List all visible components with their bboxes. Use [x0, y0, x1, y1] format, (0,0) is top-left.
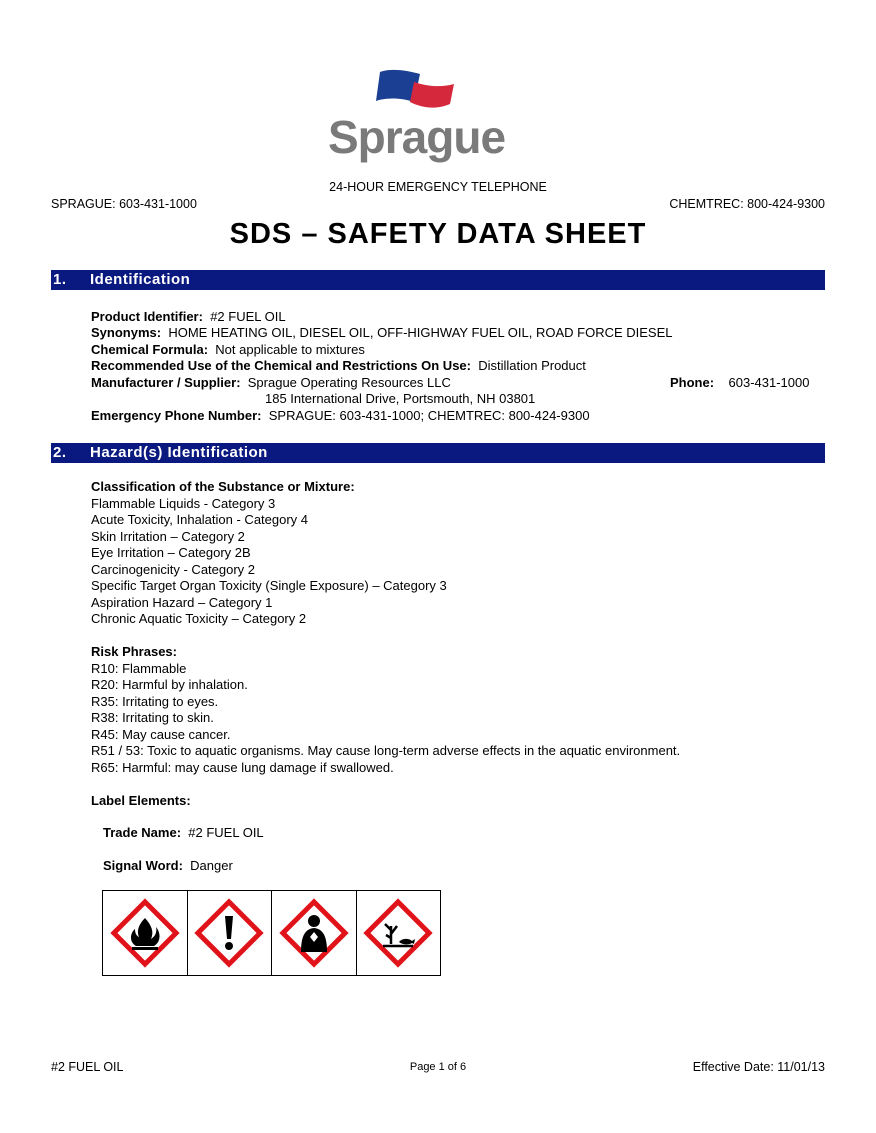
label-elements-heading: Label Elements:	[91, 793, 191, 808]
risk-phrases-heading: Risk Phrases:	[91, 644, 177, 659]
field-value: Distillation Product	[478, 358, 586, 373]
risk-phrase: R38: Irritating to skin.	[91, 710, 214, 725]
field-label: Product Identifier:	[91, 309, 203, 324]
flame-icon	[103, 891, 188, 975]
field-label: Emergency Phone Number:	[91, 408, 262, 423]
emergency-phone-row	[91, 408, 590, 424]
field-label: Trade Name:	[103, 825, 182, 840]
footer-product: #2 FUEL OIL	[51, 1060, 124, 1074]
section-title: Identification	[90, 271, 191, 288]
classification-item: Flammable Liquids - Category 3	[91, 496, 276, 511]
field-value: #2 FUEL OIL	[210, 309, 286, 324]
page-number: Page 1 of 6	[409, 1061, 467, 1073]
manufacturer-row	[91, 375, 451, 391]
phone-row	[670, 375, 809, 391]
classification-item: Carcinogenicity - Category 2	[91, 562, 256, 577]
risk-phrase: R35: Irritating to eyes.	[91, 694, 219, 709]
field-value: Sprague Operating Resources LLC	[247, 375, 451, 390]
section-number: 1.	[53, 271, 67, 288]
trade-name-row	[103, 825, 264, 841]
sprague-logo	[328, 68, 560, 163]
section-number: 2.	[53, 444, 67, 461]
section-2-header	[51, 443, 825, 463]
logo-wordmark: Sprague	[328, 111, 506, 163]
field-value: Danger	[190, 858, 233, 873]
classification-heading: Classification of the Substance or Mixture:	[91, 479, 355, 494]
section-title: Hazard(s) Identification	[90, 444, 268, 461]
effective-date: Effective Date: 11/01/13	[692, 1060, 825, 1074]
classification-item: Acute Toxicity, Inhalation - Category 4	[91, 512, 309, 527]
field-label: Chemical Formula:	[91, 342, 209, 357]
risk-phrase: R65: Harmful: may cause lung damage if swallowed.	[91, 760, 394, 775]
synonyms-row	[91, 325, 673, 341]
ghs-pictograms	[102, 890, 441, 976]
address-line: 185 International Drive, Portsmouth, NH 03801	[265, 391, 536, 406]
risk-phrase: R20: Harmful by inhalation.	[91, 677, 248, 692]
product-identifier-row	[91, 309, 286, 325]
document-title: SDS – SAFETY DATA SHEET	[229, 218, 647, 250]
field-value: SPRAGUE: 603-431-1000; CHEMTREC: 800-424-9300	[268, 408, 590, 423]
risk-phrase: R51 / 53: Toxic to aquatic organisms. May cause long-term adverse effects in the aquatic environment.	[91, 743, 681, 758]
exclamation-mark-icon	[188, 891, 273, 975]
field-value: #2 FUEL OIL	[188, 825, 264, 840]
health-hazard-icon	[272, 891, 357, 975]
classification-item: Aspiration Hazard – Category 1	[91, 595, 273, 610]
classification-item: Specific Target Organ Toxicity (Single Exposure) – Category 3	[91, 578, 447, 593]
chemtrec-phone: CHEMTREC: 800-424-9300	[669, 197, 825, 211]
risk-phrase: R10: Flammable	[91, 661, 187, 676]
classification-item: Skin Irritation – Category 2	[91, 529, 245, 544]
field-label: Recommended Use of the Chemical and Restrictions On Use:	[91, 358, 471, 373]
chemical-formula-row	[91, 342, 365, 358]
field-label: Signal Word:	[103, 858, 183, 873]
field-label: Synonyms:	[91, 325, 162, 340]
recommended-use-row	[91, 358, 586, 374]
field-label: Manufacturer / Supplier:	[91, 375, 241, 390]
sprague-phone: SPRAGUE: 603-431-1000	[51, 197, 197, 211]
section-1-header	[51, 270, 825, 290]
signal-word-row	[103, 858, 233, 874]
emergency-telephone-heading: 24-HOUR EMERGENCY TELEPHONE	[329, 180, 547, 194]
risk-phrase: R45: May cause cancer.	[91, 727, 231, 742]
environment-icon	[357, 891, 441, 975]
field-value: 603-431-1000	[728, 375, 810, 390]
classification-item: Eye Irritation – Category 2B	[91, 545, 251, 560]
field-value: HOME HEATING OIL, DIESEL OIL, OFF-HIGHWAY FUEL OIL, ROAD FORCE DIESEL	[168, 325, 673, 340]
field-label: Phone:	[670, 375, 715, 390]
classification-item: Chronic Aquatic Toxicity – Category 2	[91, 611, 307, 626]
field-value: Not applicable to mixtures	[215, 342, 365, 357]
